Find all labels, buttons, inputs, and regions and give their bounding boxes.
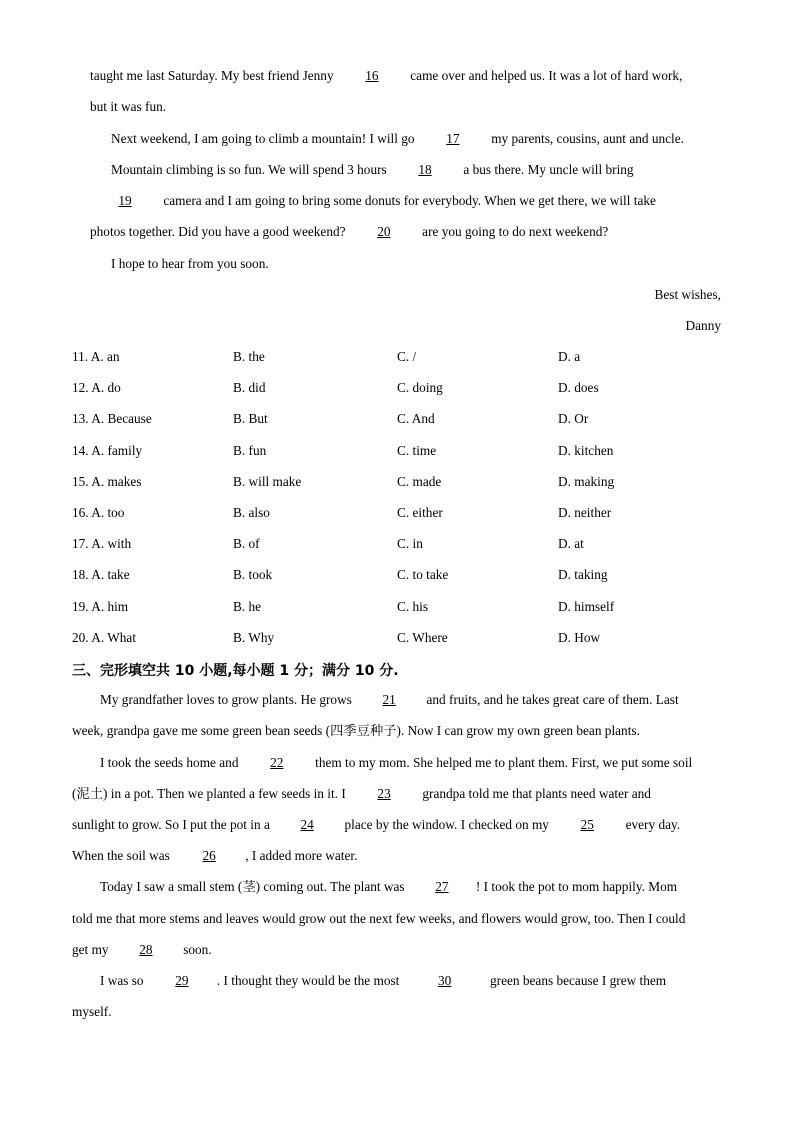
option-d: D. How	[558, 630, 601, 645]
blank-28: 28	[139, 942, 153, 957]
option-a: 14. A. family	[72, 443, 143, 458]
text: came over and helped us. It was a lot of hard work,	[406, 68, 683, 83]
text: (泥土) in a pot. Then we planted a few seeds in it. I	[72, 786, 350, 801]
blank-30: 30	[438, 973, 452, 988]
text: and fruits, and he takes great care of them. Last	[423, 692, 679, 707]
text: ! I took the pot to mom happily. Mom	[475, 879, 678, 894]
passage2-line-11: myself.	[72, 1004, 112, 1019]
blank-27: 27	[435, 879, 449, 894]
option-a: 19. A. him	[72, 599, 129, 614]
option-d: D. at	[558, 536, 584, 551]
option-row-17	[72, 535, 722, 553]
passage1-line-5	[90, 192, 656, 210]
option-a: 20. A. What	[72, 630, 137, 645]
passage1-line-2: but it was fun.	[90, 99, 167, 114]
option-c: C. Where	[397, 630, 448, 645]
option-c: C. /	[397, 349, 417, 364]
blank-20: 20	[377, 224, 391, 239]
option-a: 11. A. an	[72, 349, 120, 364]
option-b: B. took	[233, 567, 273, 582]
blank-17: 17	[446, 131, 460, 146]
option-a: 16. A. too	[72, 505, 125, 520]
blank-26: 26	[202, 848, 216, 863]
option-b: B. he	[233, 599, 262, 614]
option-d: D. does	[558, 380, 599, 395]
option-a: 12. A. do	[72, 380, 121, 395]
blank-29: 29	[175, 973, 189, 988]
blank-24: 24	[300, 817, 314, 832]
option-a: 18. A. take	[72, 567, 130, 582]
option-row-15	[72, 473, 722, 491]
option-row-20	[72, 629, 722, 647]
option-d: D. making	[558, 474, 615, 489]
option-d: D. a	[558, 349, 581, 364]
passage2-line-8: told me that more stems and leaves would grow out the next few weeks, and flowers would grow, too. Then I could	[72, 911, 686, 926]
blank-21: 21	[382, 692, 396, 707]
text: every day.	[622, 817, 681, 832]
text: camera and I am going to bring some donuts for everybody. When we get there, we will take	[160, 193, 656, 208]
passage2-line-10	[100, 972, 666, 990]
blank-25: 25	[580, 817, 594, 832]
option-d: D. neither	[558, 505, 612, 520]
option-d: D. Or	[558, 411, 589, 426]
blank-23: 23	[377, 786, 391, 801]
option-d: D. himself	[558, 599, 615, 614]
text: . I thought they would be the most	[216, 973, 403, 988]
option-b: B. But	[233, 411, 268, 426]
text: Today I saw a small stem (茎) coming out. The plant was	[100, 879, 408, 894]
passage1-line-4	[111, 161, 634, 179]
signature: Danny	[685, 318, 721, 333]
blank-16: 16	[365, 68, 379, 83]
passage2-line-3	[100, 754, 692, 772]
text: green beans because I grew them	[486, 973, 667, 988]
text: are you going to do next weekend?	[418, 224, 609, 239]
option-row-12	[72, 379, 722, 397]
option-c: C. to take	[397, 567, 449, 582]
passage2-line-5	[72, 816, 680, 834]
text: soon.	[179, 942, 212, 957]
text: When the soil was	[72, 848, 174, 863]
option-c: C. his	[397, 599, 429, 614]
text: photos together. Did you have a good weekend?	[90, 224, 349, 239]
option-c: C. made	[397, 474, 442, 489]
passage2-line-4	[72, 785, 651, 803]
text: I took the seeds home and	[100, 755, 242, 770]
option-b: B. Why	[233, 630, 275, 645]
option-a: 15. A. makes	[72, 474, 142, 489]
passage2-line-1	[100, 691, 679, 709]
blank-18: 18	[418, 162, 432, 177]
passage2-line-6	[72, 847, 357, 865]
passage1-line-1	[90, 67, 682, 85]
passage1-line-3	[111, 130, 684, 148]
option-b: B. will make	[233, 474, 302, 489]
text: My grandfather loves to grow plants. He grows	[100, 692, 356, 707]
text: sunlight to grow. So I put the pot in a	[72, 817, 274, 832]
passage2-line-2: week, grandpa gave me some green bean seeds (四季豆种子). Now I can grow my own green bean plants.	[72, 723, 640, 738]
passage2-line-9	[72, 941, 212, 959]
text: my parents, cousins, aunt and uncle.	[487, 131, 684, 146]
option-row-19	[72, 598, 722, 616]
option-row-11	[72, 348, 722, 366]
text: taught me last Saturday. My best friend Jenny	[90, 68, 337, 83]
option-a: 17. A. with	[72, 536, 132, 551]
text: a bus there. My uncle will bring	[460, 162, 634, 177]
option-a: 13. A. Because	[72, 411, 152, 426]
option-c: C. in	[397, 536, 423, 551]
option-d: D. kitchen	[558, 443, 614, 458]
passage2-line-7	[100, 878, 677, 896]
option-b: B. the	[233, 349, 265, 364]
text: get my	[72, 942, 112, 957]
text: them to my mom. She helped me to plant them. First, we put some soil	[311, 755, 693, 770]
section-heading: 三、完形填空共 10 小题,每小题 1 分；满分 10 分.	[72, 663, 399, 679]
option-c: C. And	[397, 411, 435, 426]
option-row-13	[72, 410, 722, 428]
option-c: C. either	[397, 505, 443, 520]
text: grandpa told me that plants need water and	[419, 786, 651, 801]
text: , I added more water.	[245, 848, 358, 863]
option-row-18	[72, 566, 722, 584]
text: Next weekend, I am going to climb a mountain! I will go	[111, 131, 418, 146]
option-row-14	[72, 442, 722, 460]
text: place by the window. I checked on my	[341, 817, 553, 832]
option-b: B. of	[233, 536, 260, 551]
option-d: D. taking	[558, 567, 608, 582]
option-b: B. fun	[233, 443, 267, 458]
blank-19: 19	[118, 193, 132, 208]
option-c: C. time	[397, 443, 437, 458]
option-b: B. did	[233, 380, 266, 395]
text: Mountain climbing is so fun. We will spend 3 hours	[111, 162, 391, 177]
option-row-16	[72, 504, 722, 522]
closing: Best wishes,	[654, 287, 721, 302]
passage1-line-7: I hope to hear from you soon.	[111, 256, 269, 271]
option-b: B. also	[233, 505, 270, 520]
text: I was so	[100, 973, 147, 988]
passage1-line-6	[90, 223, 608, 241]
option-c: C. doing	[397, 380, 443, 395]
blank-22: 22	[270, 755, 284, 770]
